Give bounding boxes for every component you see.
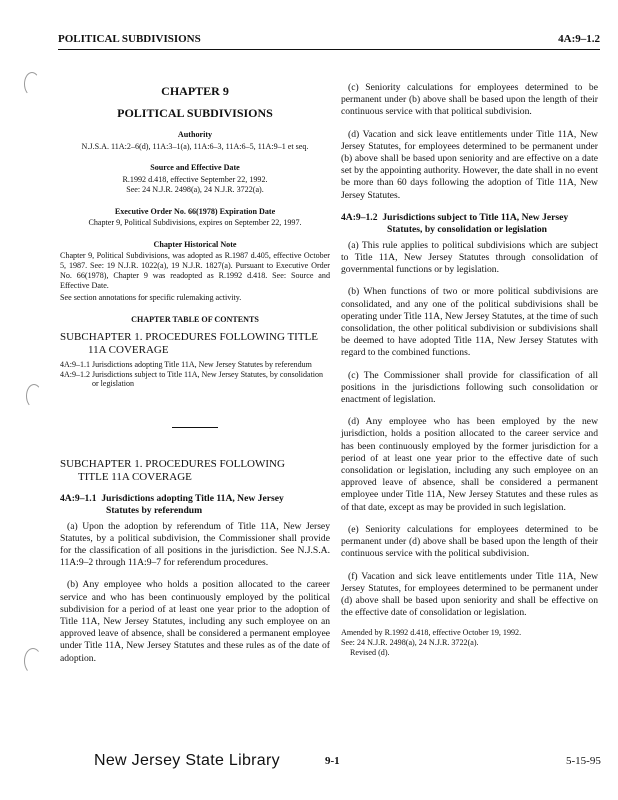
toc-number: 4A:9–1.2 xyxy=(60,369,90,379)
paragraph: (b) Any employee who holds a position allocated to the career service and who has been continuously employed by the political subdivision for a period of at least one year prior to the adoption of Title 11A, New Jersey Statutes, including any such employee on an approved leave of absence, shall be considered a permanent employee under Title 11A, New Jersey Statutes and these rules as of the date of adoption. xyxy=(60,579,330,664)
toc-text: Jurisdictions subject to Title 11A, New Jersey Statutes, by consolidation or legislation xyxy=(92,369,324,388)
paragraph: (d) Vacation and sick leave entitlements under Title 11A, New Jersey Statutes, for employees determined to be permanent under (b) above shall be based upon seniority and are effective on a date set by the appointing authority. However, the date shall in no event be more than 60 days following the adoption of Title 11A, New Jersey Statutes. xyxy=(341,128,598,201)
paragraph: (a) This rule applies to political subdivisions which are subject to Title 11A, New Jersey Statutes through consolidation of governmental functions or by legislation. xyxy=(341,239,598,276)
exec-order-text: Chapter 9, Political Subdivisions, expires on September 22, 1997. xyxy=(88,218,302,227)
toc-heading: CHAPTER TABLE OF CONTENTS xyxy=(131,315,259,324)
exec-order-heading: Executive Order No. 66(1978) Expiration Date xyxy=(114,207,276,216)
section-heading xyxy=(341,212,598,224)
toc-entry xyxy=(60,360,330,370)
binding-mark xyxy=(26,384,42,408)
toc-entry xyxy=(60,370,330,389)
section-title: Statutes by referendum xyxy=(106,504,203,516)
toc-text: Jurisdictions adopting Title 11A, New Jersey Statutes by referendum xyxy=(92,360,312,369)
chapter-number: CHAPTER 9 xyxy=(161,84,229,98)
header-title: POLITICAL SUBDIVISIONS xyxy=(58,33,201,45)
paragraph: (a) Upon the adoption by referendum of Title 11A, New Jersey Statutes, by a political subdivision, the Commissioner shall provide for the classification of all positions in the jurisdiction. See N.J.S.A. 11A:9–2 through 11A:9–7 for referendum procedures. xyxy=(60,520,330,569)
section-title: Jurisdictions adopting Title 11A, New Jersey xyxy=(101,492,284,504)
section-heading xyxy=(60,493,330,505)
subchapter-heading: SUBCHAPTER 1. PROCEDURES FOLLOWING xyxy=(60,457,285,470)
authority-text: N.J.S.A. 11A:2–6(d), 11A:3–1(a), 11A:6–3, 11A:6–5, 11A:9–1 et seq. xyxy=(81,142,309,151)
right-column xyxy=(341,62,598,658)
toc-subchapter: 11A COVERAGE xyxy=(88,344,169,356)
subchapter-heading: TITLE 11A COVERAGE xyxy=(78,470,192,483)
source-heading: Source and Effective Date xyxy=(150,163,240,172)
page-date: 5-15-95 xyxy=(566,755,601,767)
paragraph: (d) Any employee who has been employed by the new jurisdiction, holds a position allocated to the career service and has been continuously employed by the former jurisdiction for a period of at least one year prior to the effective date of such consolidation or legislation, including any such employee on an approved leave of absence, shall be considered a permanent employee under Title 11A, New Jersey Statutes and these rules as of that date, except as may be provided in such legislation. xyxy=(341,416,598,513)
toc-number: 4A:9–1.1 xyxy=(60,360,90,369)
left-column xyxy=(60,62,330,665)
section-title: Jurisdictions subject to Title 11A, New Jersey xyxy=(382,211,569,223)
section-title: Statutes, by consolidation or legislation xyxy=(387,223,548,235)
annotations-note: See section annotations for specific rulemaking activity. xyxy=(60,293,242,302)
authority-heading: Authority xyxy=(177,130,213,139)
history-heading: Chapter Historical Note xyxy=(153,240,237,249)
amendment-note: Revised (d). xyxy=(350,648,390,658)
section-number: 4A:9–1.2 xyxy=(341,211,378,223)
running-header xyxy=(58,33,600,50)
paragraph: (c) Seniority calculations for employees determined to be permanent under (b) above shall be based upon the length of their continuous service with that political subdivision. xyxy=(341,82,598,118)
paragraph: (e) Seniority calculations for employees determined to be permanent under (d) above shall be based upon the length of their continuous service with the political subdivision. xyxy=(341,523,598,560)
binding-mark xyxy=(24,648,42,674)
amendment-note: Amended by R.1992 d.418, effective October 19, 1992. xyxy=(341,628,522,638)
history-text: Chapter 9, Political Subdivisions, was adopted as R.1987 d.405, effective October 5, 1987. See: 19 N.J.R. 1022(a), 19 N.J.R. 1827(a). Pursuant to Executive Order No. 66(1978), Chapter 9 was readopted as R.1992 d.418. See: Source and Effective Date. xyxy=(60,251,330,290)
paragraph: (c) The Commissioner shall provide for classification of all positions in the jurisdictions following such consolidation or enactment of legislation. xyxy=(341,369,598,406)
paragraph: (b) When functions of two or more political subdivisions are consolidated, and any one of the political subdivisions shall be operating under Title 11A, New Jersey Statutes, at the time of such consolidation, the other political subdivision or subdivisions shall be deemed to have adopted Title 11A, New Jersey Statutes with regard to the combined functions. xyxy=(341,286,598,359)
source-line: R.1992 d.418, effective September 22, 1992. xyxy=(122,175,268,184)
source-line: See: 24 N.J.R. 2498(a), 24 N.J.R. 3722(a). xyxy=(126,185,264,194)
binding-mark xyxy=(24,72,40,96)
chapter-title: POLITICAL SUBDIVISIONS xyxy=(117,106,273,120)
toc-subchapter: SUBCHAPTER 1. PROCEDURES FOLLOWING TITLE xyxy=(60,331,319,343)
page-number: 9-1 xyxy=(325,755,340,767)
library-stamp: New Jersey State Library xyxy=(94,752,280,769)
section-number: 4A:9–1.1 xyxy=(60,492,97,504)
paragraph: (f) Vacation and sick leave entitlements under Title 11A, New Jersey Statutes, for employees determined to be permanent under (d) above shall be based upon seniority and shall be effective on the effective date of consolidation or legislation. xyxy=(341,570,598,619)
header-section: 4A:9–1.2 xyxy=(558,33,600,45)
amendment-note: See: 24 N.J.R. 2498(a), 24 N.J.R. 3722(a). xyxy=(341,638,479,648)
